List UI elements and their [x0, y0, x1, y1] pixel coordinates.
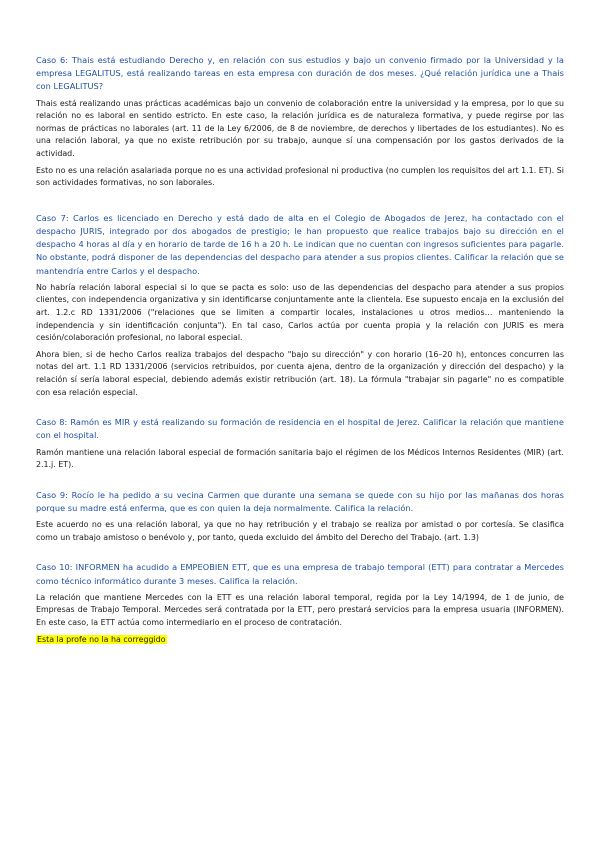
highlight-note-line	[36, 634, 564, 647]
case-10	[36, 561, 564, 646]
case-7	[36, 212, 564, 399]
case-question: Caso 8: Ramón es MIR y está realizando su formación de residencia en el hospital de Jerez. Calificar la relación que mantiene con el hospital.	[36, 417, 564, 441]
case-answer: La relación que mantiene Mercedes con la ETT es una relación laboral temporal, regida por la Ley 14/1994, de 1 de junio, de Empresas de Trabajo Temporal. Mercedes será contratada por la ETT, pero prestará servicios para la empresa usuaria (INFORMEN). En este caso, la ETT actúa como intermediario en el proceso de contratación.	[36, 592, 564, 627]
case-answer: No habría relación laboral especial si lo que se pacta es solo: uso de las dependencias del despacho para atender a sus propios clientes, con independencia organizativa y sin identificarse conjuntamente ante la clientela. Ese supuesto encaja en la exclusión del art. 1.2.c RD 1331/2006 ("relaciones que se limiten a compartir locales, instalaciones u otros medios… manteniendo la independencia y sin identificación conjunta"). En tal caso, Carlos actúa por cuenta propia y la relación con JURIS es mera cesión/colaboración profesional, no laboral especial.	[36, 282, 564, 343]
case-answer: Thais está realizando unas prácticas académicas bajo un convenio de colaboración entre la universidad y la empresa, por lo que su relación no es laboral en sentido estricto. En este caso, la relación jurídica es de naturaleza formativa, y puede regirse por las normas de prácticas no laborales (art. 11 de la Ley 6/2006, de 8 de noviembre, de derechos y libertades de los estudiantes). No es una relación laboral, ya que no existe retribución por su trabajo, aunque sí una compensación por los gastos derivados de la actividad.	[36, 98, 564, 158]
case-6	[36, 54, 564, 190]
case-question: Caso 6: Thais está estudiando Derecho y, en relación con sus estudios y bajo un convenio firmado por la Universidad y la empresa LEGALITUS, está realizando tareas en esta empresa con duración de dos meses. ¿Qué relación jurídica une a Thais con LEGALITUS?	[36, 55, 564, 92]
highlighted-note: Esta la profe no la ha correggido	[37, 634, 166, 644]
case-answer: Este acuerdo no es una relación laboral, ya que no hay retribución y el trabajo se realiza por amistad o por cortesía. Se clasifica como un trabajo amistoso o benévolo y, por tanto, queda excluido del ámbito del Derecho del Trabajo. (art. 1.3)	[36, 520, 564, 542]
case-answer: Ramón mantiene una relación laboral especial de formación sanitaria bajo el régimen de los Médicos Internos Residentes (MIR) (art. 2.1.j. ET).	[36, 447, 564, 470]
case-question: Caso 10: INFORMEN ha acudido a EMPEOBIEN ETT, que es una empresa de trabajo temporal (ETT) para contratar a Mercedes como técnico informático durante 3 meses. Califica la relación.	[36, 562, 564, 586]
case-question: Caso 9: Rocío le ha pedido a su vecina Carmen que durante una semana se quede con su hijo por las mañanas dos horas porque su madre está enferma, que es con quien la deja normalmente. Califica la relación.	[36, 489, 564, 513]
case-question: Caso 7: Carlos es licenciado en Derecho y está dado de alta en el Colegio de Abogados de Jerez, ha contactado con el despacho JURIS, integrado por dos abogados de prestigio; le han propuesto que realice trabajos bajo su dirección en el despacho 4 horas al día y en horario de tarde de 16 h a 20 h. Le indican que no cuentan con ingresos suficientes para pagarle. No obstante, podrá disponer de las dependencias del despacho para atender a sus propios clientes. Calificar la relación que se mantendría entre Carlos y el despacho.	[36, 212, 564, 276]
case-8	[36, 416, 564, 472]
case-9	[36, 489, 564, 545]
case-answer: Ahora bien, si de hecho Carlos realiza trabajos del despacho "bajo su dirección" y con horario (16–20 h), entonces concurren las notas del art. 1.1 RD 1331/2006 (servicios retribuidos, por cuenta ajena, dentro de la organización y dirección del despacho) y la relación sí sería laboral especial, debiendo además existir retribución (art. 18). La fórmula "trabajar sin pagarle" no es compatible con esa relación especial.	[36, 349, 564, 397]
case-answer: Esto no es una relación asalariada porque no es una actividad profesional ni productiva (no cumplen los requisitos del art 1.1. ET). Si son actividades formativas, no son laborales.	[36, 165, 564, 188]
